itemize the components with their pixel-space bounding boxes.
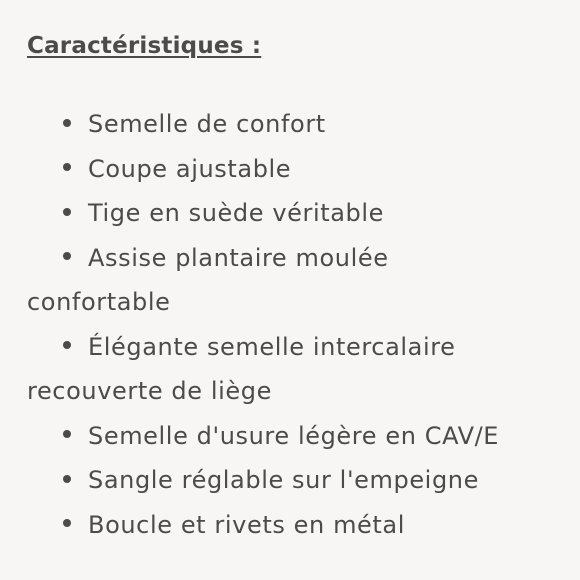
feature-text: Élégante semelle intercalaire	[88, 332, 456, 361]
bullet-icon	[63, 519, 71, 527]
feature-item	[63, 191, 553, 236]
feature-item	[63, 414, 553, 459]
bullet-icon	[63, 119, 71, 127]
features-list	[27, 102, 553, 547]
feature-text: Assise plantaire moulée	[88, 243, 389, 272]
feature-text: Boucle et rivets en métal	[88, 510, 406, 539]
feature-text-continuation: confortable	[27, 288, 171, 316]
feature-text-continuation: recouverte de liège	[27, 377, 272, 405]
bullet-icon	[63, 208, 71, 216]
feature-item	[63, 458, 553, 503]
feature-item	[63, 102, 553, 147]
feature-item	[63, 503, 553, 548]
feature-text: Tige en suède véritable	[88, 199, 385, 227]
bullet-icon	[63, 430, 71, 438]
feature-text: Sangle réglable sur l'empeigne	[88, 466, 479, 494]
bullet-icon	[63, 252, 71, 260]
bullet-icon	[63, 475, 71, 483]
bullet-icon	[63, 341, 71, 349]
feature-text: Semelle de confort	[88, 110, 326, 138]
section-title: Caractéristiques :	[27, 33, 262, 59]
feature-text: Coupe ajustable	[88, 154, 292, 183]
feature-item	[63, 147, 553, 192]
feature-text: Semelle d'usure légère en CAV/E	[88, 421, 500, 450]
feature-item	[27, 325, 553, 414]
feature-item	[27, 236, 553, 325]
bullet-icon	[63, 163, 71, 171]
